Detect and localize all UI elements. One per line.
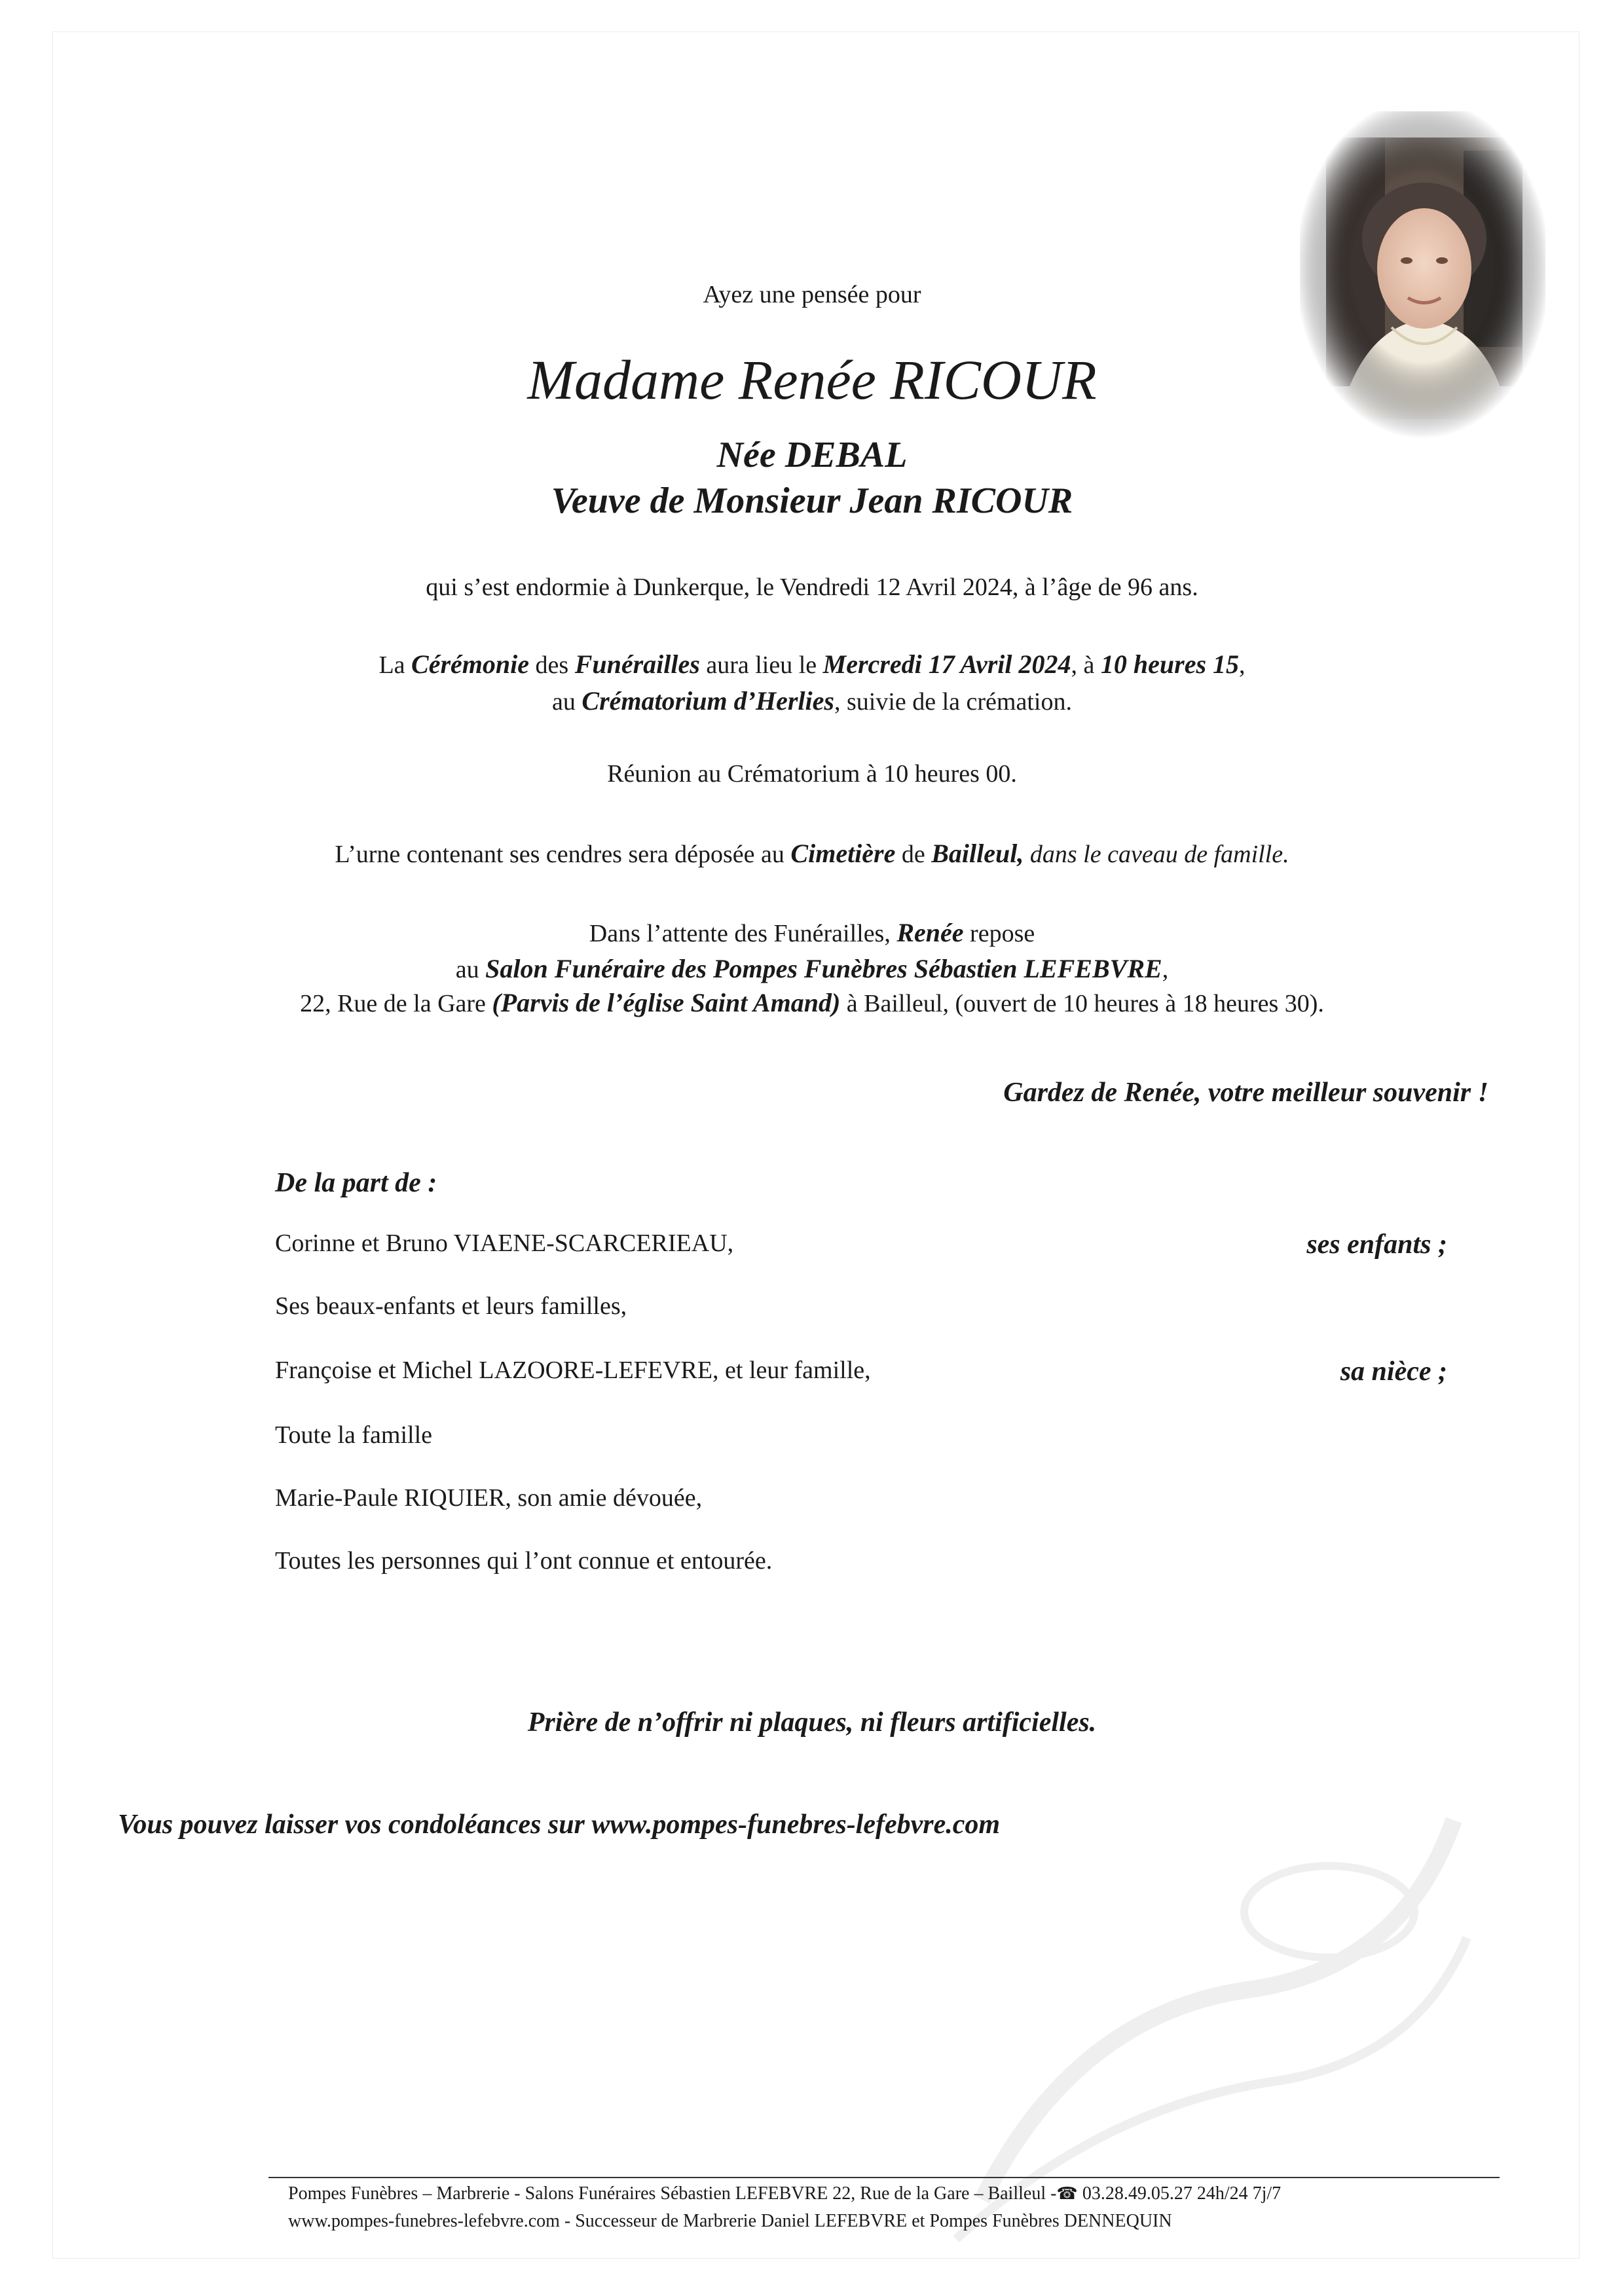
deceased-name: Madame Renée RICOUR <box>527 348 1097 411</box>
death-notice: qui s’est endormie à Dunkerque, le Vendredi 12 Avril 2024, à l’âge de 96 ans. <box>426 574 1198 601</box>
widow-of: Veuve de Monsieur Jean RICOUR <box>551 481 1073 521</box>
condolences-link[interactable]: Vous pouvez laisser vos condoléances sur www.pompes-funebres-lefebvre.com <box>118 1810 1001 1840</box>
family-relation: sa nièce ; <box>1340 1357 1447 1387</box>
footer-rule <box>268 2177 1500 2178</box>
family-name: Marie-Paule RIQUIER, son amie dévouée, <box>275 1484 703 1512</box>
telephone-icon: ☎ <box>1056 2184 1078 2203</box>
family-relation: ses enfants ; <box>1306 1230 1447 1260</box>
family-name: Toute la famille <box>275 1421 433 1449</box>
viewing-line-1: Dans l’attente des Funérailles, Renée repose <box>589 918 1035 947</box>
from-heading: De la part de : <box>275 1168 437 1198</box>
family-name: Françoise et Michel LAZOORE-LEFEVRE, et leur famille, <box>275 1357 871 1384</box>
family-name: Corinne et Bruno VIAENE-SCARCERIEAU, <box>275 1230 734 1257</box>
ceremony-line-1: La Cérémonie des Funérailles aura lieu le Mercredi 17 Avril 2024, à 10 heures 15, <box>378 649 1246 679</box>
viewing-line-3: 22, Rue de la Gare (Parvis de l’église Saint Amand) à Bailleul, (ouvert de 10 heures à 18 heures 30). <box>300 988 1324 1017</box>
urn-info: L’urne contenant ses cendres sera déposée au Cimetière de Bailleul, dans le caveau de famille. <box>335 839 1289 868</box>
intro-text: Ayez une pensée pour <box>703 281 921 308</box>
maiden-name: Née DEBAL <box>716 435 908 475</box>
family-row <box>275 1421 1447 1457</box>
flowers-request: Prière de n’offrir ni plaques, ni fleurs artificielles. <box>527 1707 1097 1738</box>
family-row <box>275 1356 1447 1393</box>
viewing-line-2: au Salon Funéraire des Pompes Funèbres Sébastien LEFEBVRE, <box>455 954 1169 983</box>
family-row <box>275 1229 1447 1266</box>
family-row <box>275 1484 1447 1520</box>
ceremony-line-2: au Crématorium d’Herlies, suivie de la crémation. <box>552 686 1072 716</box>
footer-website: www.pompes-funebres-lefebvre.com - Successeur de Marbrerie Daniel LEFEBVRE et Pompes Funèbres DENNEQUIN <box>288 2211 1172 2231</box>
meeting-info: Réunion au Crématorium à 10 heures 00. <box>607 760 1017 788</box>
remembrance-line: Gardez de Renée, votre meilleur souvenir ! <box>1003 1078 1488 1108</box>
family-row <box>275 1546 1447 1583</box>
family-row <box>275 1292 1447 1328</box>
family-name: Toutes les personnes qui l’ont connue et entourée. <box>275 1547 773 1575</box>
footer-address: Pompes Funèbres – Marbrerie - Salons Funéraires Sébastien LEFEBVRE 22, Rue de la Gare – Bailleul -☎ 03.28.49.05.27 24h/24 7j/7 <box>288 2183 1282 2204</box>
family-name: Ses beaux-enfants et leurs familles, <box>275 1292 627 1320</box>
